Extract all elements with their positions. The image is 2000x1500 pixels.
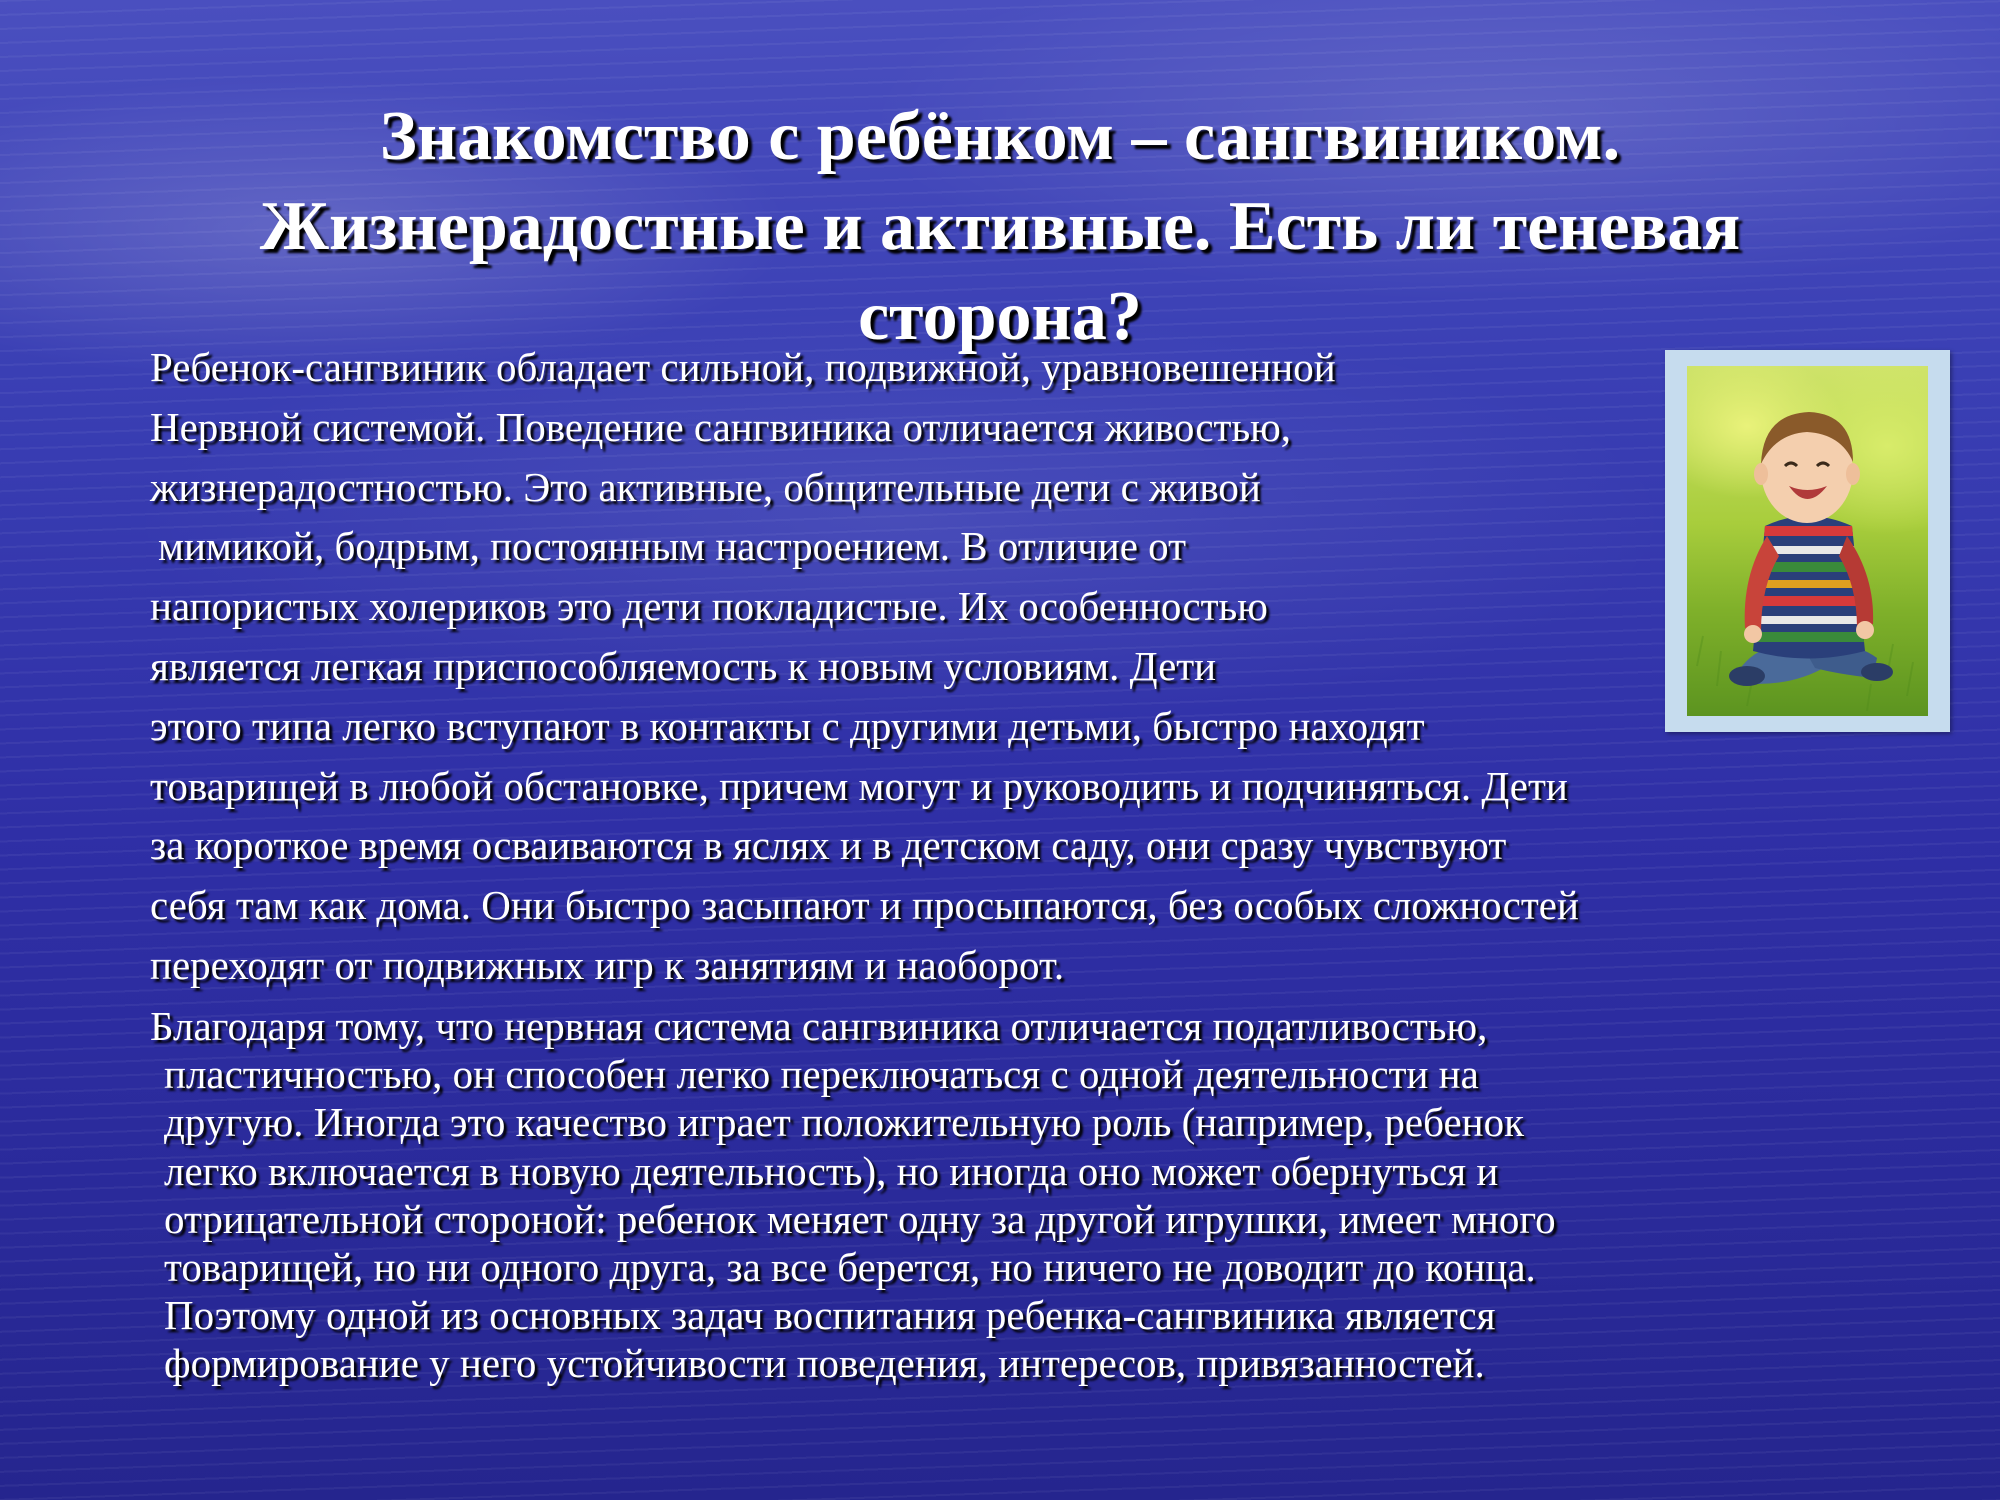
text-line: себя там как дома. Они быстро засыпают и просыпаются, без особых сложностей: [150, 882, 1579, 929]
title-line: Жизнерадостные и активные. Есть ли теневая: [259, 188, 1741, 265]
text-line: товарищей в любой обстановке, причем могут и руководить и подчиняться. Дети: [150, 762, 1568, 809]
text-line: Нервной системой. Поведение сангвиника отличается живостью,: [150, 403, 1292, 450]
text-line: является легкая приспособляемость к новым условиям. Дети: [150, 642, 1217, 689]
text-line: Благодаря тому, что нервная система сангвиника отличается податливостью,: [150, 1003, 1488, 1049]
text-line: пластичностью, он способен легко переключаться с одной деятельности на: [164, 1051, 1479, 1098]
text-line: отрицательной стороной: ребенок меняет одну за другой игрушки, имеет много: [164, 1195, 1556, 1242]
text-line: товарищей, но ни одного друга, за все берется, но ничего не доводит до конца.: [164, 1244, 1536, 1291]
text-line: за короткое время осваиваются в яслях и в детском саду, они сразу чувствуют: [150, 822, 1507, 869]
text-line: этого типа легко вступают в контакты с другими детьми, быстро находят: [150, 702, 1425, 749]
title-line: Знакомство с ребёнком – сангвиником.: [379, 98, 1621, 175]
child-photo: [1687, 366, 1928, 716]
title-line: сторона?: [858, 278, 1142, 355]
slide-title: [120, 92, 1880, 362]
paragraph-intro: [150, 338, 1579, 996]
text-line: жизнерадостностью. Это активные, общительные дети с живой: [150, 463, 1261, 510]
paragraph-conclusion: [150, 1002, 1556, 1388]
text-line: другую. Иногда это качество играет положительную роль (например, ребенок: [164, 1099, 1525, 1146]
text-line: напористых холериков это дети покладистые. Их особенностью: [150, 583, 1268, 630]
text-line: легко включается в новую деятельность), но иногда оно может обернуться и: [164, 1147, 1499, 1194]
text-line: Поэтому одной из основных задач воспитания ребенка-сангвиника является: [164, 1292, 1496, 1339]
text-line: переходят от подвижных игр к занятиям и наоборот.: [150, 941, 1065, 988]
text-line: формирование у него устойчивости поведения, интересов, привязанностей.: [164, 1340, 1485, 1387]
text-line: мимикой, бодрым, постоянным настроением. В отличие от: [158, 523, 1187, 570]
text-line: Ребенок-сангвиник обладает сильной, подвижной, уравновешенной: [150, 344, 1336, 390]
child-photo-frame: [1665, 350, 1950, 732]
sitting-child-illustration: [1687, 366, 1928, 716]
